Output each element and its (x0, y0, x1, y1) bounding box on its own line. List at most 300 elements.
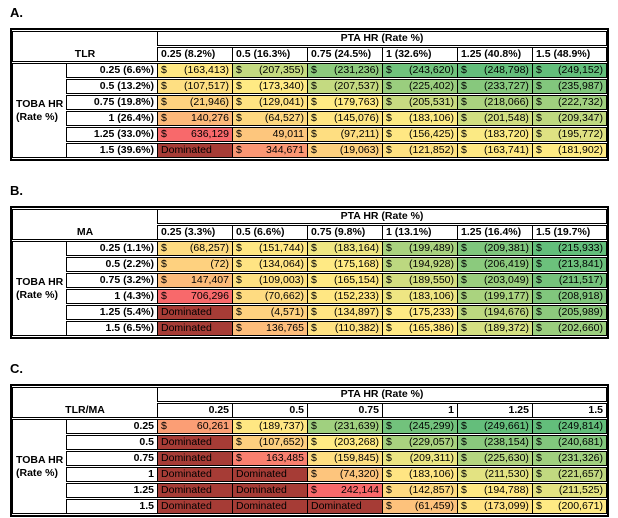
cell-amount: (213,841) (558, 258, 603, 270)
dollar-sign: $ (535, 112, 542, 124)
value-cell-content (536, 64, 603, 77)
cell-amount: (194,928) (409, 258, 454, 270)
dollar-sign: $ (460, 128, 467, 140)
cell-amount: (207,355) (259, 64, 304, 76)
value-cell-content (461, 452, 529, 465)
dominated-cell: Dominated (157, 483, 232, 498)
value-cell-content (236, 242, 304, 255)
dominated-cell: Dominated (157, 451, 232, 466)
dollar-sign: $ (311, 290, 317, 302)
value-cell (532, 435, 607, 450)
dollar-sign: $ (385, 468, 392, 480)
dollar-sign: $ (236, 322, 242, 334)
dollar-sign: $ (536, 274, 542, 286)
value-cell (382, 241, 457, 256)
value-cell (382, 419, 457, 434)
cell-amount: (173,099) (483, 500, 529, 512)
value-cell-content (236, 258, 304, 271)
value-cell (457, 111, 532, 126)
value-cell-content (386, 96, 454, 109)
cell-amount: (208,918) (558, 290, 603, 302)
value-cell-content (161, 258, 229, 271)
panel-label: A. (10, 5, 23, 20)
column-header: 0.5 (16.3%) (232, 47, 307, 62)
cell-amount: (21,946) (189, 96, 229, 108)
value-cell (532, 257, 607, 272)
dollar-sign: $ (461, 306, 467, 318)
dollar-sign: $ (161, 128, 167, 140)
value-cell (307, 321, 382, 336)
value-cell-content (536, 306, 603, 319)
row-group-label-line: (Rate %) (16, 110, 59, 123)
row-group-label (12, 63, 66, 158)
dollar-sign: $ (236, 96, 242, 108)
cell-amount: (181,902) (558, 144, 603, 156)
value-cell-content (461, 500, 529, 513)
cell-amount: 242,144 (341, 484, 379, 496)
value-cell (382, 143, 457, 158)
cell-amount: (211,517) (558, 274, 603, 286)
value-cell (232, 419, 307, 434)
cell-amount: 60,261 (196, 420, 229, 432)
cell-amount: (249,661) (483, 420, 529, 432)
sensitivity-table-c (10, 384, 609, 517)
cell-amount: (215,933) (558, 242, 603, 254)
cell-amount: 706,296 (191, 290, 229, 302)
value-cell-content (236, 436, 304, 449)
dollar-sign: $ (161, 258, 167, 270)
cell-amount: (199,177) (484, 290, 529, 302)
cell-amount: (211,530) (484, 468, 529, 480)
dollar-sign: $ (161, 242, 167, 254)
dollar-sign: $ (460, 468, 467, 480)
cell-amount: (206,419) (484, 258, 529, 270)
dollar-sign: $ (236, 128, 242, 140)
dollar-sign: $ (385, 64, 392, 76)
cell-amount: (229,057) (409, 436, 454, 448)
cell-amount: (238,154) (483, 436, 529, 448)
cell-amount: (200,671) (558, 500, 603, 512)
value-cell (307, 79, 382, 94)
value-cell (307, 273, 382, 288)
value-cell (307, 127, 382, 142)
value-cell-content (311, 322, 379, 335)
dollar-sign: $ (161, 64, 167, 76)
value-cell (382, 63, 457, 78)
dominated-cell: Dominated (232, 467, 307, 482)
value-cell-content (311, 64, 379, 77)
value-cell (307, 467, 382, 482)
dollar-sign: $ (385, 452, 392, 464)
cell-amount: 136,765 (266, 322, 304, 334)
value-cell (307, 483, 382, 498)
value-cell-content (311, 258, 379, 271)
column-header: 0.75 (9.8%) (307, 225, 382, 240)
value-cell (532, 305, 607, 320)
column-header: 1.5 (48.9%) (532, 47, 607, 62)
cell-amount: (152,233) (334, 290, 379, 302)
cell-amount: (173,340) (259, 80, 304, 92)
row-header: 1.5 (6.5%) (66, 321, 157, 336)
dollar-sign: $ (236, 64, 242, 76)
panel-label: B. (10, 183, 23, 198)
cell-amount: (211,525) (558, 484, 603, 496)
cell-amount: (209,381) (484, 242, 529, 254)
value-cell-content (161, 112, 229, 125)
row-header: 0.75 (66, 451, 157, 466)
value-cell (532, 63, 607, 78)
cell-amount: (205,531) (409, 96, 454, 108)
value-cell-content (236, 80, 304, 93)
dollar-sign: $ (161, 112, 167, 124)
cell-amount: (233,727) (483, 80, 529, 92)
dollar-sign: $ (310, 484, 317, 496)
cell-amount: (175,233) (409, 306, 454, 318)
cell-amount: (183,106) (409, 468, 454, 480)
dollar-sign: $ (385, 420, 392, 432)
row-header: 1.5 (39.6%) (66, 143, 157, 158)
cell-amount: 147,407 (191, 274, 229, 286)
dollar-sign: $ (385, 144, 392, 156)
row-group-label-line: (Rate %) (16, 466, 59, 479)
dollar-sign: $ (236, 420, 242, 432)
value-cell (307, 289, 382, 304)
dollar-sign: $ (236, 80, 242, 92)
value-cell (157, 127, 232, 142)
value-cell-content (161, 242, 229, 255)
cell-amount: (183,720) (483, 128, 529, 140)
value-cell-content (461, 96, 529, 109)
value-cell-content (461, 128, 529, 141)
value-cell (382, 451, 457, 466)
value-cell-content (311, 436, 379, 449)
value-cell (382, 95, 457, 110)
column-header: 1.25 (40.8%) (457, 47, 532, 62)
cell-amount: (175,168) (334, 258, 379, 270)
cell-amount: (165,154) (334, 274, 379, 286)
value-cell-content (386, 500, 454, 513)
value-cell-content (386, 420, 454, 433)
dollar-sign: $ (460, 144, 467, 156)
value-cell-content (386, 436, 454, 449)
cell-amount: (72) (210, 258, 229, 270)
cell-amount: (194,788) (483, 484, 529, 496)
dollar-sign: $ (310, 144, 317, 156)
cell-amount: 344,671 (266, 144, 304, 156)
value-cell-content (461, 242, 529, 255)
value-cell-content (161, 274, 229, 287)
row-header: 1.25 (33.0%) (66, 127, 157, 142)
cell-amount: (183,106) (409, 112, 454, 124)
dollar-sign: $ (535, 64, 542, 76)
value-cell (532, 143, 607, 158)
value-cell (457, 257, 532, 272)
value-cell (307, 435, 382, 450)
row-header: 0.75 (19.8%) (66, 95, 157, 110)
cell-amount: (183,106) (409, 290, 454, 302)
cell-amount: (163,741) (483, 144, 529, 156)
cell-amount: (202,660) (558, 322, 603, 334)
value-cell-content (311, 128, 379, 141)
value-cell-content (236, 420, 304, 433)
panel-c (10, 361, 618, 517)
value-cell-content (386, 258, 454, 271)
column-header: 1.5 (19.7%) (532, 225, 607, 240)
value-cell (232, 143, 307, 158)
value-cell (232, 451, 307, 466)
value-cell (157, 95, 232, 110)
cell-amount: (221,657) (558, 468, 603, 480)
value-cell (232, 435, 307, 450)
cell-amount: (163,413) (184, 64, 229, 76)
dollar-sign: $ (461, 258, 467, 270)
value-cell (307, 305, 382, 320)
cell-amount: (209,311) (409, 452, 454, 464)
dollar-sign: $ (535, 144, 542, 156)
column-header: 0.75 (307, 403, 382, 418)
column-header: 0.5 (6.6%) (232, 225, 307, 240)
dollar-sign: $ (460, 420, 467, 432)
dollar-sign: $ (460, 484, 467, 496)
cell-amount: (199,489) (409, 242, 454, 254)
value-cell (532, 241, 607, 256)
dominated-cell: Dominated (157, 499, 232, 514)
value-cell-content (161, 290, 229, 303)
dollar-sign: $ (236, 144, 242, 156)
value-cell (532, 467, 607, 482)
dollar-sign: $ (310, 80, 317, 92)
cell-amount: (151,744) (259, 242, 304, 254)
value-cell (307, 241, 382, 256)
value-cell-content (536, 468, 603, 481)
column-header: 0.25 (157, 403, 232, 418)
cell-amount: (189,372) (484, 322, 529, 334)
value-cell (307, 257, 382, 272)
value-cell (457, 321, 532, 336)
value-cell (382, 273, 457, 288)
value-cell-content (236, 112, 304, 125)
dollar-sign: $ (535, 96, 542, 108)
value-cell-content (536, 96, 603, 109)
dollar-sign: $ (161, 96, 167, 108)
dollar-sign: $ (236, 306, 242, 318)
cell-amount: (222,732) (558, 96, 603, 108)
value-cell (457, 451, 532, 466)
column-header: 0.5 (232, 403, 307, 418)
value-cell-content (236, 64, 304, 77)
value-cell (382, 435, 457, 450)
value-cell-content (461, 484, 529, 497)
row-header: 1.25 (5.4%) (66, 305, 157, 320)
value-cell-content (386, 112, 454, 125)
value-cell-content (386, 242, 454, 255)
dollar-sign: $ (386, 306, 392, 318)
dollar-sign: $ (386, 274, 392, 286)
dollar-sign: $ (386, 290, 392, 302)
column-header: 0.25 (8.2%) (157, 47, 232, 62)
dollar-sign: $ (535, 500, 542, 512)
value-cell (307, 143, 382, 158)
dominated-cell: Dominated (232, 499, 307, 514)
value-cell (382, 79, 457, 94)
value-cell-content (311, 242, 379, 255)
dollar-sign: $ (161, 274, 167, 286)
dollar-sign: $ (236, 112, 242, 124)
dollar-sign: $ (385, 112, 392, 124)
value-cell-content (236, 96, 304, 109)
dollar-sign: $ (461, 322, 467, 334)
row-header: 1 (4.3%) (66, 289, 157, 304)
cell-amount: (209,347) (558, 112, 603, 124)
row-header: 0.5 (2.2%) (66, 257, 157, 272)
value-cell-content (386, 290, 454, 303)
value-cell-content (386, 80, 454, 93)
dollar-sign: $ (535, 128, 542, 140)
value-cell (382, 483, 457, 498)
dollar-sign: $ (461, 242, 467, 254)
row-header: 0.25 (66, 419, 157, 434)
row-group-label (12, 419, 66, 514)
dominated-cell: Dominated (157, 321, 232, 336)
value-cell-content (236, 144, 304, 157)
value-cell (307, 63, 382, 78)
dollar-sign: $ (236, 452, 242, 464)
value-cell (532, 95, 607, 110)
value-cell (157, 289, 232, 304)
value-cell-content (461, 468, 529, 481)
value-cell-content (236, 452, 304, 465)
dominated-cell: Dominated (157, 435, 232, 450)
cell-amount: (243,620) (409, 64, 454, 76)
panel-b (10, 183, 618, 339)
dollar-sign: $ (161, 420, 167, 432)
cell-amount: (189,737) (259, 420, 304, 432)
row-header: 0.25 (6.6%) (66, 63, 157, 78)
dominated-cell: Dominated (232, 483, 307, 498)
row-header: 1 (66, 467, 157, 482)
row-header: 0.25 (1.1%) (66, 241, 157, 256)
value-cell-content (461, 144, 529, 157)
value-cell-content (536, 128, 603, 141)
value-cell (457, 273, 532, 288)
row-group-label-line: TOBA HR (16, 275, 64, 288)
dollar-sign: $ (310, 96, 317, 108)
dollar-sign: $ (236, 258, 242, 270)
dollar-sign: $ (385, 128, 392, 140)
value-cell (307, 451, 382, 466)
dollar-sign: $ (460, 96, 467, 108)
cell-amount: (183,164) (334, 242, 379, 254)
cell-amount: (248,798) (483, 64, 529, 76)
corner-label-cell: TLR/MA (12, 387, 157, 418)
value-cell (232, 273, 307, 288)
row-group-label (12, 241, 66, 336)
cell-amount: (231,639) (334, 420, 379, 432)
value-cell-content (461, 420, 529, 433)
dollar-sign: $ (236, 436, 242, 448)
value-cell-content (161, 420, 229, 433)
value-cell-content (311, 274, 379, 287)
cell-amount: (207,537) (334, 80, 379, 92)
row-group-label-line: TOBA HR (16, 97, 64, 110)
dollar-sign: $ (311, 242, 317, 254)
value-cell-content (461, 436, 529, 449)
pta-group-header: PTA HR (Rate %) (157, 387, 607, 402)
value-cell (157, 419, 232, 434)
dollar-sign: $ (385, 500, 392, 512)
cell-amount: (225,630) (483, 452, 529, 464)
cell-amount: (97,211) (340, 128, 379, 140)
value-cell-content (461, 112, 529, 125)
dollar-sign: $ (236, 242, 242, 254)
value-cell-content (311, 452, 379, 465)
value-cell (232, 127, 307, 142)
dominated-cell: Dominated (157, 467, 232, 482)
value-cell-content (536, 112, 603, 125)
cell-amount: (107,517) (184, 80, 229, 92)
value-cell-content (386, 144, 454, 157)
value-cell-content (461, 64, 529, 77)
value-cell (457, 63, 532, 78)
value-cell-content (311, 112, 379, 125)
cell-amount: 163,485 (266, 452, 304, 464)
dollar-sign: $ (535, 452, 542, 464)
cell-amount: (142,857) (409, 484, 454, 496)
value-cell (532, 451, 607, 466)
column-header: 0.25 (3.3%) (157, 225, 232, 240)
dollar-sign: $ (460, 80, 467, 92)
value-cell (232, 289, 307, 304)
value-cell-content (311, 484, 379, 497)
pta-group-header: PTA HR (Rate %) (157, 31, 607, 46)
value-cell (532, 111, 607, 126)
value-cell-content (536, 322, 603, 335)
dollar-sign: $ (311, 306, 317, 318)
column-header: 1 (382, 403, 457, 418)
value-cell-content (536, 500, 603, 513)
value-cell-content (536, 484, 603, 497)
cell-amount: (129,041) (259, 96, 304, 108)
cell-amount: (64,527) (264, 112, 304, 124)
value-cell (232, 321, 307, 336)
cell-amount: (245,299) (409, 420, 454, 432)
dominated-cell: Dominated (157, 143, 232, 158)
dollar-sign: $ (461, 290, 467, 302)
value-cell-content (386, 274, 454, 287)
value-cell (532, 483, 607, 498)
cell-amount: (249,152) (558, 64, 603, 76)
cell-amount: (218,066) (483, 96, 529, 108)
cell-amount: (156,425) (409, 128, 454, 140)
cell-amount: (195,772) (558, 128, 603, 140)
value-cell-content (311, 80, 379, 93)
cell-amount: (134,897) (334, 306, 379, 318)
value-cell-content (311, 420, 379, 433)
value-cell (232, 63, 307, 78)
cell-amount: (249,814) (558, 420, 603, 432)
dollar-sign: $ (536, 290, 542, 302)
value-cell-content (161, 80, 229, 93)
cell-amount: (4,571) (270, 306, 304, 318)
dollar-sign: $ (536, 306, 542, 318)
value-cell-content (161, 128, 229, 141)
dollar-sign: $ (536, 242, 542, 254)
value-cell-content (461, 290, 529, 303)
value-cell (532, 321, 607, 336)
cell-amount: (107,652) (259, 436, 304, 448)
value-cell (382, 127, 457, 142)
corner-label-cell: MA (12, 209, 157, 240)
